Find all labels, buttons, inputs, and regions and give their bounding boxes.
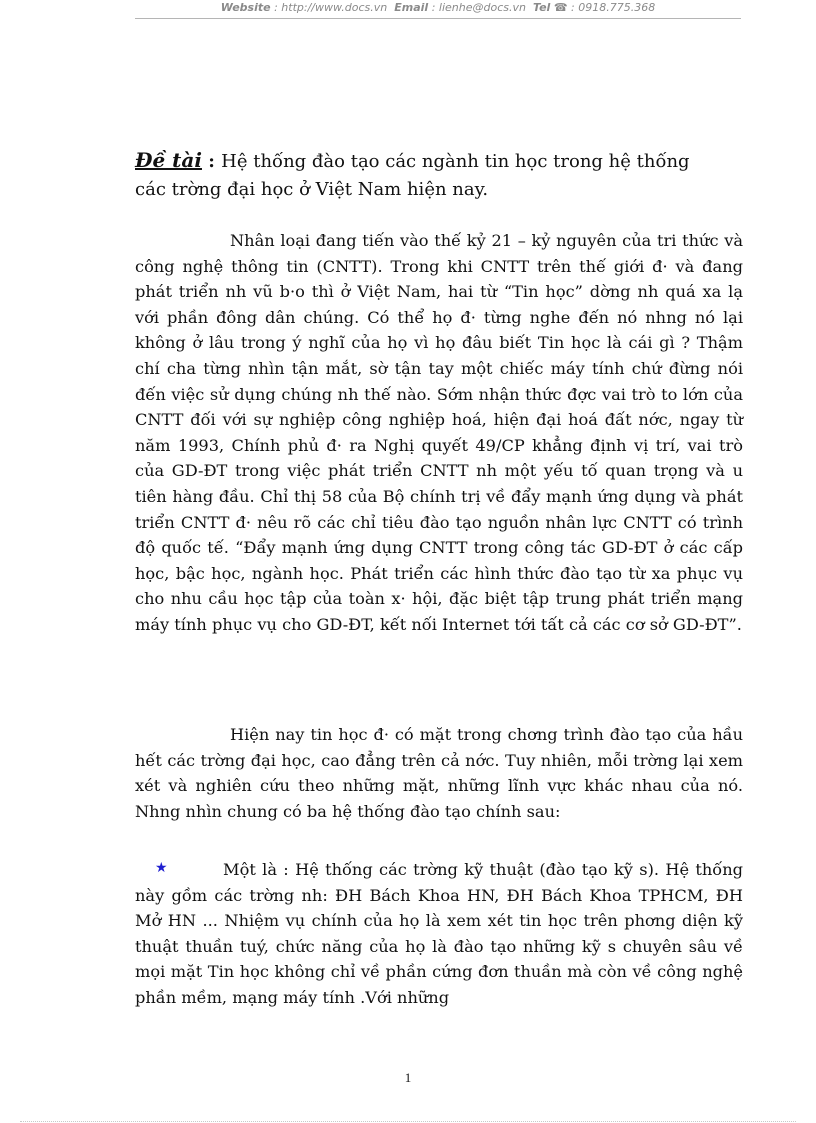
paragraph-1 [135,228,743,638]
email-label: Email [394,1,429,14]
tel-value: : 0918.775.368 [571,1,656,14]
website-value: : http://www.docs.vn [274,1,388,14]
title-line-1: Hệ thống đào tạo các ngành tin học trong hệ thống [221,151,690,172]
email-value: : lienhe@docs.vn [431,1,526,14]
website-label: Website [220,1,271,14]
paragraph-1-text: Nhân loại đang tiến vào thế kỷ 21 – kỷ nguyên của tri thức và công nghệ thông tin (CNTT). Trong khi CNTT trên thế giới đ· và đang phát triển nh vũ b·o thì ở Việt Nam, hai từ “Tin học” dờng nh quá xa lạ với phần đông dân chúng. Có thể họ đ· từng nghe đến nó nhng nó lại không ở lâu trong ý nghĩ của họ vì họ đâu biết Tin học là cái gì ? Thậm chí cha từng nhìn tận mắt, sờ tận tay một chiếc máy tính chứ đừng nói đến việc sử dụng chúng nh thế nào. Sớm nhận thức đợc vai trò to lớn của CNTT đối với sự nghiệp công nghiệp hoá, hiện đại hoá đất nớc, ngay từ năm 1993, Chính phủ đ· ra Nghị quyết 49/CP khẳng định vị trí, vai trò của GD-ĐT trong việc phát triển CNTT nh một yếu tố quan trọng và u tiên hàng đầu. Chỉ thị 58 của Bộ chính trị về đẩy mạnh ứng dụng và phát triển CNTT đ· nêu rõ các chỉ tiêu đào tạo nguồn nhân lực CNTT có trình độ quốc tế. “Đẩy mạnh ứng dụng CNTT trong công tác GD-ĐT ở các cấp học, bậc học, ngành học. Phát triển các hình thức đào tạo từ xa phục vụ cho nhu cầu học tập của toàn x· hội, đặc biệt tập trung phát triển mạng máy tính phục vụ cho GD-ĐT, kết nối Internet tới tất cả các cơ sở GD-ĐT”. [135,231,743,634]
paragraph-3 [135,857,743,1011]
title-separator: : [201,151,222,172]
star-bullet-icon: ★ [155,860,168,876]
page-header [135,0,741,19]
tel-label: Tel [532,1,551,14]
paragraph-3-text: Một là : Hệ thống các trờng kỹ thuật (đào tạo kỹ s). Hệ thống này gồm các trờng nh: ĐH Bách Khoa HN, ĐH Bách Khoa TPHCM, ĐH Mở HN ... Nhiệm vụ chính của họ là xem xét tin học trên phơng diện kỹ thuật thuần tuý, chức năng của họ là đào tạo những kỹ s chuyên sâu về mọi mặt Tin học không chỉ về phần cứng đơn thuần mà còn về công nghệ phần mềm, mạng máy tính .Với những [135,860,743,1007]
title-line-2: các trờng đại học ở Việt Nam hiện nay. [135,179,489,200]
document-title [135,146,745,204]
footer-divider [20,1121,796,1122]
paragraph-2-text: Hiện nay tin học đ· có mặt trong chơng trình đào tạo của hầu hết các trờng đại học, cao đẳng trên cả nớc. Tuy nhiên, mỗi trờng lại xem xét và nghiên cứu theo những mặt, những lĩnh vực khác nhau của nó. Nhng nhìn chung có ba hệ thống đào tạo chính sau: [135,725,743,821]
phone-icon: ☎ [553,1,568,14]
title-label: Đề tài [135,148,202,172]
paragraph-2 [135,722,743,824]
page-number: 1 [404,1070,412,1085]
